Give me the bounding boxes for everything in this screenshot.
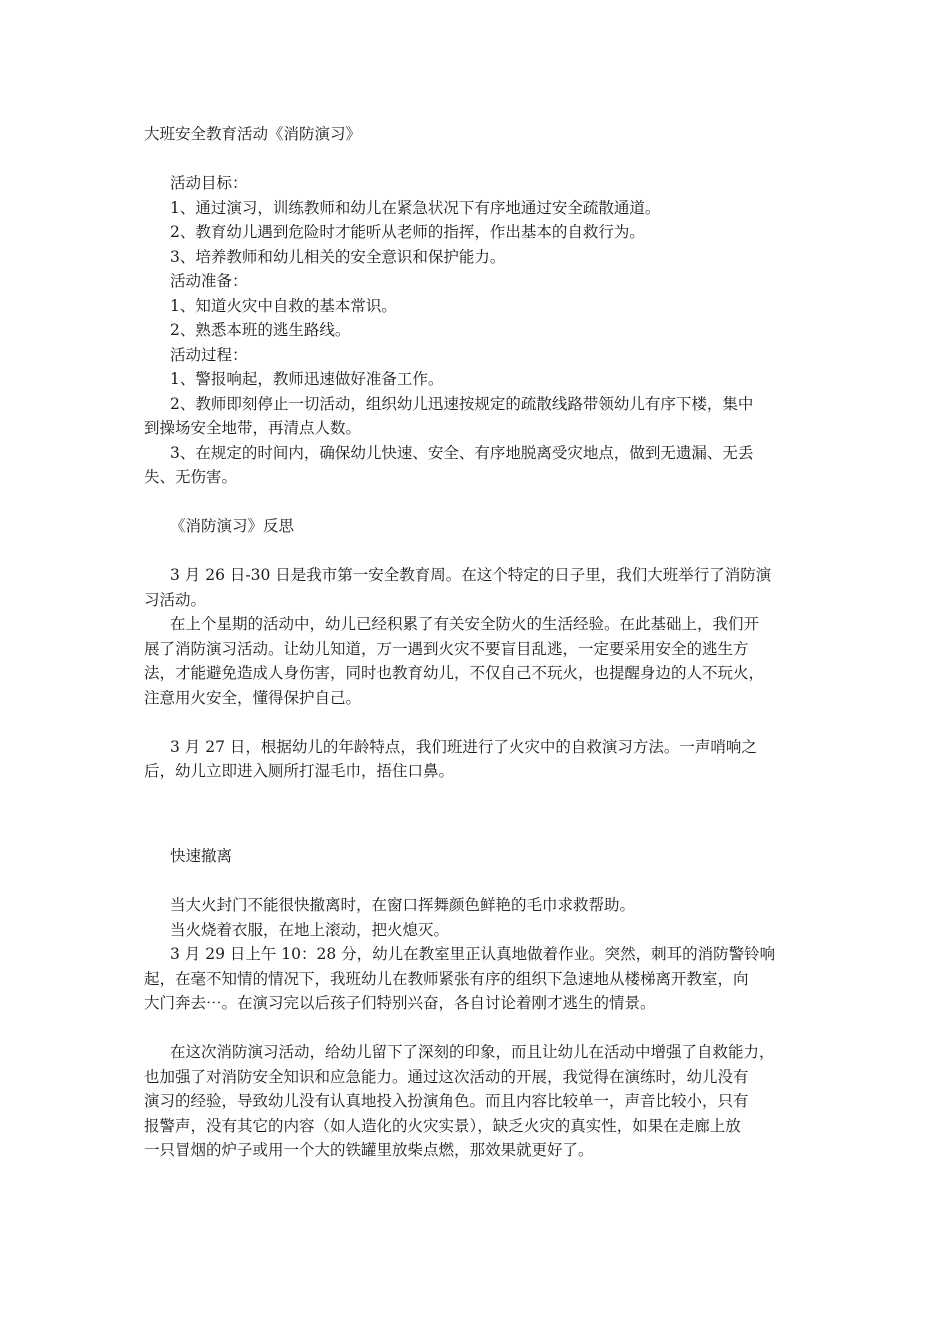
process-item-continued: 到操场安全地带，再清点人数。 — [144, 419, 362, 437]
process-item: 3、在规定的时间内，确保幼儿快速、安全、有序地脱离受灾地点，做到无遗漏、无丢 — [170, 443, 754, 462]
document-title: 大班安全教育活动《消防演习》 — [144, 125, 362, 143]
process-item: 1、警报响起，教师迅速做好准备工作。 — [170, 370, 444, 388]
evacuation-item: 当火烧着衣服，在地上滚动，把火熄灭。 — [170, 920, 450, 939]
paragraph-line: 3 月 29 日上午 10：28 分，幼儿在教室里正认真地做着作业。突然，刺耳的消防警铃响 — [170, 945, 776, 963]
goal-item: 2、教育幼儿遇到危险时才能听从老师的指挥，作出基本的自救行为。 — [170, 223, 645, 241]
paragraph-line: 习活动。 — [144, 590, 207, 609]
paragraph-line: 报警声，没有其它的内容（如人造化的火灾实景），缺乏火灾的真实性，如果在走廊上放 — [144, 1116, 741, 1135]
paragraph-line: 在上个星期的活动中，幼儿已经积累了有关安全防火的生活经验。在此基础上，我们开 — [170, 615, 760, 633]
paragraph-line: 法，才能避免造成人身伤害，同时也教育幼儿，不仅自己不玩火，也提醒身边的人不玩火， — [144, 664, 765, 682]
paragraph-line: 注意用火安全，懂得保护自己。 — [144, 688, 362, 707]
paragraph-line: 演习的经验，导致幼儿没有认真地投入扮演角色。而且内容比较单一，声音比较小，只有 — [144, 1092, 749, 1110]
prep-item: 2、熟悉本班的逃生路线。 — [170, 321, 351, 339]
paragraph-line: 在这次消防演习活动，给幼儿留下了深刻的印象，而且让幼儿在活动中增强了自救能力， — [170, 1043, 775, 1061]
goal-item: 1、通过演习，训练教师和幼儿在紧急状况下有序地通过安全疏散通道。 — [170, 198, 661, 217]
document-page — [144, 122, 824, 1163]
process-item-continued: 失、无伤害。 — [144, 468, 238, 486]
prep-heading: 活动准备： — [170, 272, 248, 290]
paragraph-line: 起，在毫不知情的情况下，我班幼儿在教师紧张有序的组织下急速地从楼梯离开教室，向 — [144, 969, 749, 988]
paragraph-line: 展了消防演习活动。让幼儿知道，万一遇到火灾不要盲目乱逃，一定要采用安全的逃生方 — [144, 639, 749, 658]
paragraph-line: 3 月 27 日，根据幼儿的年龄特点，我们班进行了火灾中的自救演习方法。一声哨响之 — [170, 737, 757, 756]
paragraph-line: 3 月 26 日-30 日是我市第一安全教育周。在这个特定的日子里，我们大班举行了消防演 — [170, 566, 772, 584]
paragraph-line: 一只冒烟的炉子或用一个大的铁罐里放柴点燃，那效果就更好了。 — [144, 1141, 594, 1159]
goal-item: 3、培养教师和幼儿相关的安全意识和保护能力。 — [170, 247, 506, 266]
evacuation-heading: 快速撤离 — [170, 847, 233, 865]
evacuation-item: 当大火封门不能很快撤离时，在窗口挥舞颜色鲜艳的毛巾求救帮助。 — [170, 896, 636, 914]
process-item: 2、教师即刻停止一切活动，组织幼儿迅速按规定的疏散线路带领幼儿有序下楼，集中 — [170, 394, 754, 413]
paragraph-line: 大门奔去⋯。在演习完以后孩子们特别兴奋，各自讨论着刚才逃生的情景。 — [144, 994, 656, 1012]
paragraph-line: 后，幼儿立即进入厕所打湿毛巾，捂住口鼻。 — [144, 762, 455, 780]
goals-heading: 活动目标： — [170, 174, 248, 192]
prep-item: 1、知道火灾中自救的基本常识。 — [170, 296, 397, 315]
paragraph-line: 也加强了对消防安全知识和应急能力。通过这次活动的开展，我觉得在演练时，幼儿没有 — [144, 1067, 749, 1086]
reflection-heading: 《消防演习》反思 — [170, 517, 295, 535]
process-heading: 活动过程： — [170, 345, 248, 364]
